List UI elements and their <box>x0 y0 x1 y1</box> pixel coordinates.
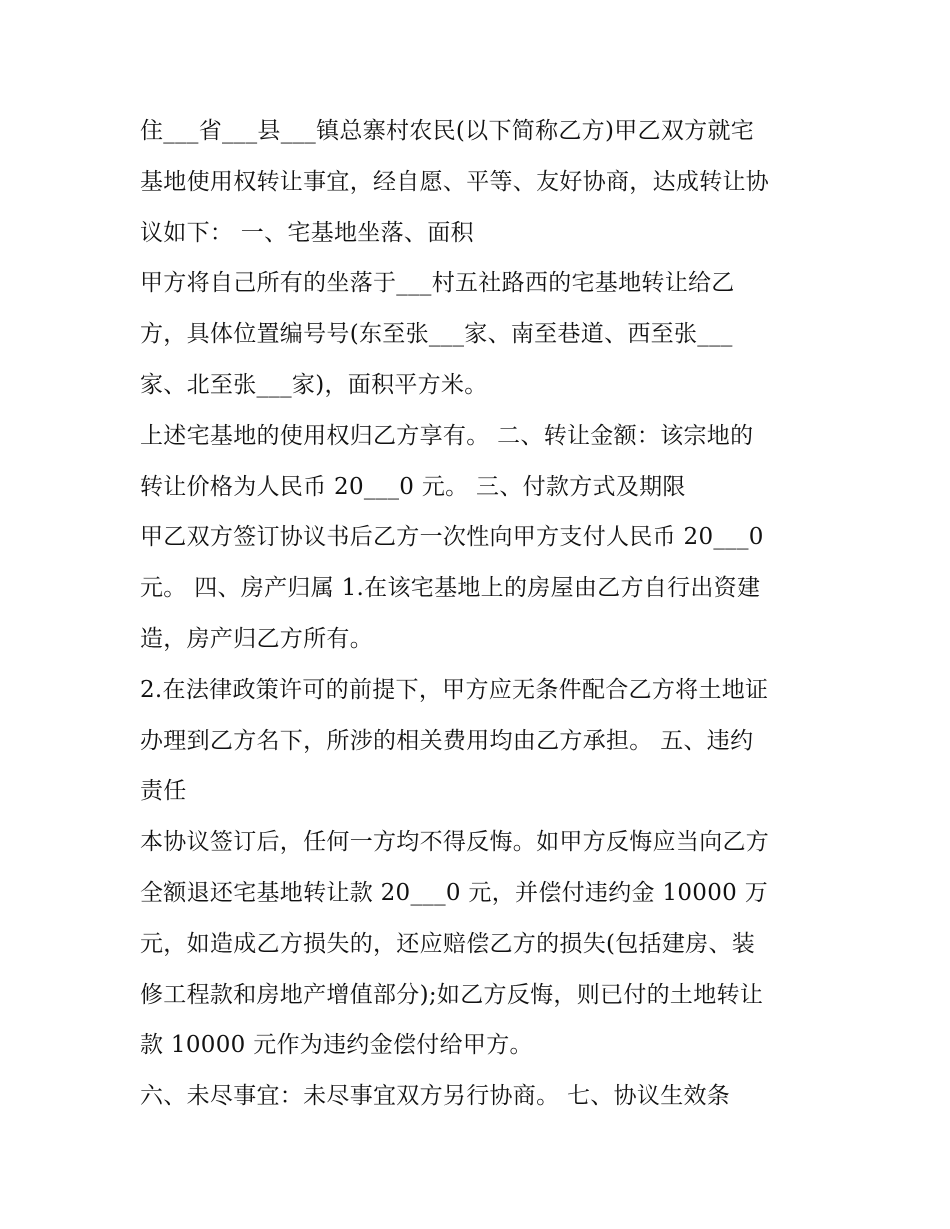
text-line: 修工程款和房地产增值部分);如乙方反悔，则已付的土地转让 <box>140 981 764 1008</box>
text-line: 转让价格为人民币 20___0 元。 三、付款方式及期限 <box>140 473 686 500</box>
text-line: 2.在法律政策许可的前提下，甲方应无条件配合乙方将土地证 <box>140 676 769 703</box>
agreement-body <box>140 106 830 1122</box>
text-line: 甲乙双方签订协议书后乙方一次性向甲方支付人民币 20___0 <box>140 524 764 551</box>
text-line: 元，如造成乙方损失的，还应赔偿乙方的损失(包括建房、装 <box>140 930 756 957</box>
text-line: 上述宅基地的使用权归乙方享有。 二、转让金额：该宗地的 <box>140 422 754 449</box>
text-line: 基地使用权转让事宜，经自愿、平等、友好协商，达成转让协 <box>140 168 770 195</box>
text-line: 全额退还宅基地转让款 20___0 元，并偿付违约金 10000 万 <box>140 879 769 906</box>
text-line: 方，具体位置编号号(东至张___家、南至巷道、西至张___ <box>140 321 733 348</box>
text-line: 款 10000 元作为违约金偿付给甲方。 <box>140 1032 533 1059</box>
text-line: 元。 四、房产归属 1.在该宅基地上的房屋由乙方自行出资建 <box>140 575 761 602</box>
text-line: 议如下： 一、宅基地坐落、面积 <box>140 219 474 246</box>
text-line: 住___省___县___镇总寨村农民(以下简称乙方)甲乙双方就宅 <box>140 118 755 144</box>
text-line: 办理到乙方名下，所涉的相关费用均由乙方承担。 五、违约 <box>140 727 754 754</box>
text-line: 责任 <box>140 778 187 805</box>
text-line: 本协议签订后，任何一方均不得反悔。如甲方反悔应当向乙方 <box>140 829 770 856</box>
text-line: 甲方将自己所有的坐落于___村五社路西的宅基地转让给乙 <box>140 270 735 297</box>
text-line: 家、北至张___家)，面积平方米。 <box>140 371 488 398</box>
text-line: 六、未尽事宜：未尽事宜双方另行协商。 七、协议生效条 <box>140 1083 731 1110</box>
text-line: 造，房产归乙方所有。 <box>140 625 373 652</box>
